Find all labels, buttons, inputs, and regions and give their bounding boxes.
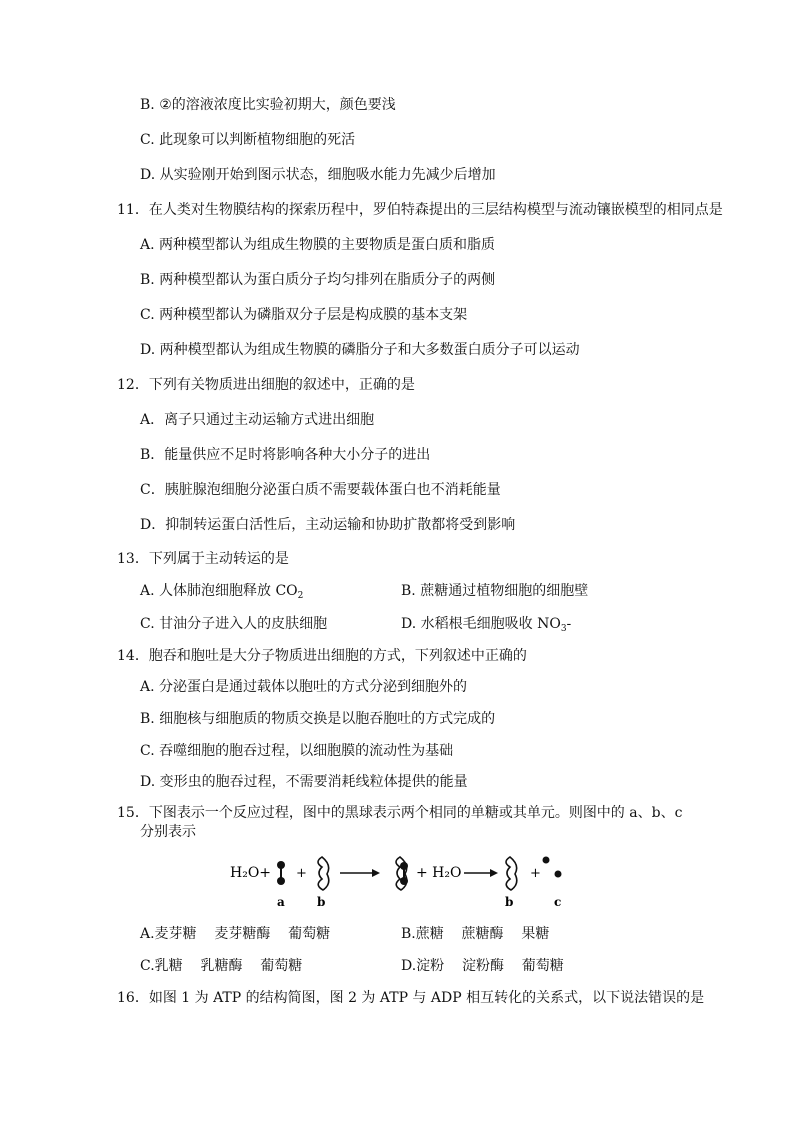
q10-option-d: D. 从实验刚开始到图示状态，细胞吸水能力先减少后增加: [140, 167, 496, 183]
q12-option-d: D．抑制转运蛋白活性后，主动运输和协助扩散都将受到影响: [140, 517, 516, 533]
q11-option-c: C. 两种模型都认为磷脂双分子层是构成膜的基本支架: [140, 307, 468, 323]
q15-option-d: D.淀粉 淀粉酶 葡萄糖: [401, 958, 564, 974]
q13-option-b: B. 蔗糖通过植物细胞的细胞壁: [401, 583, 589, 599]
q14-option-c: C. 吞噬细胞的胞吞过程，以细胞膜的流动性为基础: [140, 743, 454, 759]
q12-option-b: B．能量供应不足时将影响各种大小分子的进出: [140, 447, 431, 463]
label-b: b: [505, 895, 514, 909]
q14-option-b: B. 细胞核与细胞质的物质交换是以胞吞胞吐的方式完成的: [140, 711, 496, 727]
q13-option-d: [401, 615, 571, 633]
arrow-right-icon: [464, 869, 498, 877]
q13-option-d-text: D. 水稻根毛细胞吸收 NO: [401, 616, 561, 632]
enzyme-b-icon: [318, 857, 329, 890]
enzyme-b-icon: [506, 857, 517, 890]
q11-option-d: D. 两种模型都认为组成生物膜的磷脂分子和大多数蛋白质分子可以运动: [140, 342, 580, 358]
q10-option-c: C. 此现象可以判断植物细胞的死活: [140, 132, 356, 148]
q15-stem-line2: 分别表示: [140, 824, 196, 840]
q15-option-c: C.乳糖 乳糖酶 葡萄糖: [140, 958, 303, 974]
label-c: c: [554, 895, 562, 909]
diagram-plus-1: +: [296, 866, 307, 881]
q13-option-c: C. 甘油分子进入人的皮肤细胞: [140, 616, 328, 632]
diagram-h2o-left: H₂O+: [230, 865, 272, 881]
monosaccharide-c-icon: [543, 857, 562, 878]
q12-stem: 12．下列有关物质进出细胞的叙述中，正确的是: [117, 377, 415, 393]
q15-option-a: A.麦芽糖 麦芽糖酶 葡萄糖: [140, 926, 331, 942]
label-a: a: [277, 895, 285, 909]
q16-stem: 16．如图 1 为 ATP 的结构简图，图 2 为 ATP 与 ADP 相互转化的关系式，以下说法错误的是: [117, 990, 705, 1006]
diagram-plus-h2o: + H₂O: [416, 865, 462, 881]
q11-stem: 11．在人类对生物膜结构的探索历程中，罗伯特森提出的三层结构模型与流动镶嵌模型的相同点是: [117, 202, 723, 218]
q13-option-a-subscript: 2: [297, 591, 304, 601]
q11-option-a: A. 两种模型都认为组成生物膜的主要物质是蛋白质和脂质: [140, 237, 496, 253]
q13-option-a: [140, 582, 303, 600]
q14-stem: 14．胞吞和胞吐是大分子物质进出细胞的方式，下列叙述中正确的: [117, 648, 527, 664]
diagram-plus-3: +: [530, 866, 541, 881]
q13-stem: 13．下列属于主动转运的是: [117, 551, 289, 567]
q13-option-a-text: A. 人体肺泡细胞释放 CO: [140, 583, 298, 599]
q14-option-a: A. 分泌蛋白是通过载体以胞吐的方式分泌到细胞外的: [140, 679, 468, 695]
q13-option-d-subscript: 3: [560, 624, 567, 634]
q12-option-c: C．胰脏腺泡细胞分泌蛋白质不需要载体蛋白也不消耗能量: [140, 482, 501, 498]
q13-option-d-tail: -: [566, 616, 572, 632]
reaction-diagram: [228, 854, 588, 912]
q15-option-b: B.蔗糖 蔗糖酶 果糖: [401, 926, 550, 942]
enzyme-substrate-complex-icon: [396, 857, 408, 890]
q14-option-d: D. 变形虫的胞吞过程，不需要消耗线粒体提供的能量: [140, 774, 468, 790]
q11-option-b: B. 两种模型都认为蛋白质分子均匀排列在脂质分子的两侧: [140, 272, 496, 288]
q15-stem-line1: 15．下图表示一个反应过程，图中的黑球表示两个相同的单糖或其单元。则图中的 a、b、c: [117, 805, 683, 821]
q12-option-a: A．离子只通过主动运输方式进出细胞: [140, 412, 375, 428]
disaccharide-a-icon: [277, 861, 285, 885]
label-b: b: [317, 895, 326, 909]
q10-option-b: B. ②的溶液浓度比实验初期大，颜色要浅: [140, 97, 396, 113]
arrow-right-icon: [340, 869, 380, 877]
